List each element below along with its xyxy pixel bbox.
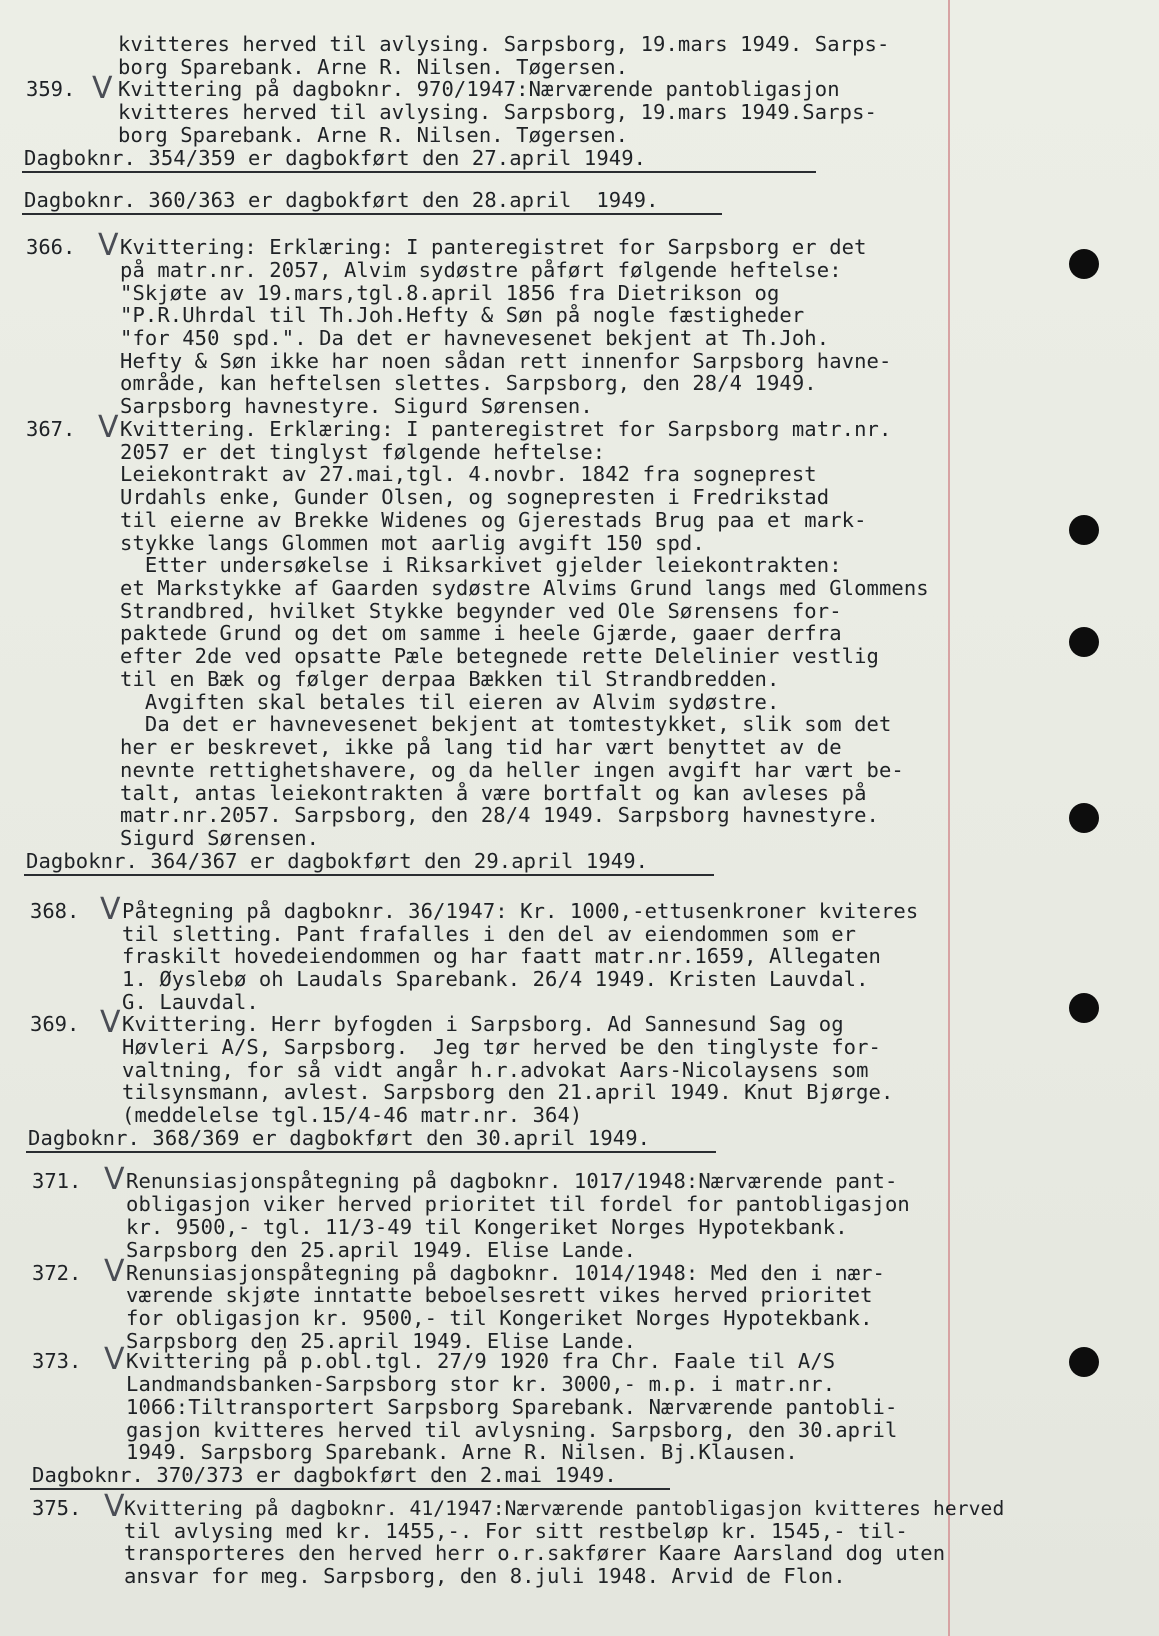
text-line: "Skjøte av 19.mars,tgl.8.april 1856 fra Dietrikson og	[120, 281, 780, 305]
text-line: fraskilt hovedeiendommen og har faatt matr.nr.1659, Allegaten	[122, 944, 881, 968]
text-line: kr. 9500,- tgl. 11/3-49 til Kongeriket Norges Hypotekbank.	[126, 1215, 848, 1239]
text-line: nevnte rettighetshavere, og da heller ingen avgift har vært be-	[120, 758, 904, 782]
entry-number: 369.	[30, 1012, 80, 1036]
text-line: "for 450 spd.". Da det er havnevesenet bekjent at Th.Joh.	[120, 326, 830, 350]
text-line: område, kan heftelsen slettes. Sarpsborg, den 28/4 1949.	[120, 371, 817, 395]
entry-number: 372.	[32, 1261, 82, 1285]
text-line: til sletting. Pant frafalles i den del av eiendommen som er	[122, 922, 857, 946]
text-line: talt, antas leiekontrakten å være bortfalt og kan avleses på	[120, 781, 867, 805]
divider	[22, 171, 816, 173]
check-mark: V	[98, 228, 119, 263]
text-line: Avgiften skal betales til eieren av Alvim sydøstre.	[120, 690, 780, 714]
text-line: ansvar for meg. Sarpsborg, den 8.juli 1948. Arvid de Flon.	[124, 1564, 846, 1588]
check-mark: V	[100, 1005, 121, 1040]
check-mark: V	[100, 892, 121, 927]
text-line: borg Sparebank. Arne R. Nilsen. Tøgersen.	[118, 123, 629, 147]
text-line: stykke langs Glommen mot aarlig avgift 150 spd.	[120, 531, 705, 555]
text-line: Kvittering på dagboknr. 41/1947:Nærværende pantobligasjon kvitteres herved	[124, 1497, 1005, 1520]
text-line: kvitteres herved til avlysing. Sarpsborg, 19.mars 1949.Sarps-	[118, 100, 877, 124]
text-line: et Markstykke af Gaarden sydøstre Alvims Grund langs med Glommens	[120, 576, 929, 600]
text-line: paktede Grund og det om samme i heele Gjærde, gaaer derfra	[120, 621, 842, 645]
text-line: her er beskrevet, ikke på lang tid har vært benyttet av de	[120, 735, 842, 759]
text-line: Kvittering. Erklæring: I panteregistret for Sarpsborg matr.nr.	[120, 417, 892, 441]
text-line: Etter undersøkelse i Riksarkivet gjelder leiekontrakten:	[120, 553, 842, 577]
entry-number: 366.	[26, 235, 76, 259]
text-line: til avlysing med kr. 1455,-. For sitt restbeløp kr. 1545,- til-	[124, 1519, 908, 1543]
check-mark: V	[104, 1342, 125, 1377]
text-line: 1. Øyslebø oh Laudals Sparebank. 26/4 1949. Kristen Lauvdal.	[122, 967, 869, 991]
text-line: for obligasjon kr. 9500,- til Kongeriket Norges Hypotekbank.	[126, 1306, 873, 1330]
text-line: kvitteres herved til avlysing. Sarpsborg, 19.mars 1949. Sarps-	[118, 32, 890, 56]
check-mark: V	[104, 1162, 125, 1197]
text-line: Renunsiasjonspåtegning på dagboknr. 1014/1948: Med den i nær-	[126, 1261, 885, 1285]
text-line: G. Lauvdal.	[122, 990, 259, 1014]
entry-number: 359.	[26, 77, 76, 101]
text-line: Urdahls enke, Gunder Olsen, og sognepresten i Fredrikstad	[120, 485, 830, 509]
punch-hole	[1069, 627, 1099, 657]
punch-hole	[1069, 993, 1099, 1023]
entry-number: 367.	[26, 417, 76, 441]
divider	[22, 213, 722, 215]
margin-rule	[948, 0, 950, 1636]
entry-number: 375.	[32, 1496, 82, 1520]
divider	[24, 874, 714, 876]
text-line: obligasjon viker herved prioritet til fordel for pantobligasjon	[126, 1192, 910, 1216]
text-line: Sarpsborg den 25.april 1949. Elise Lande.	[126, 1238, 637, 1262]
check-mark: V	[104, 1254, 125, 1289]
text-line: 1949. Sarpsborg Sparebank. Arne R. Nilsen. Bj.Klausen.	[126, 1440, 798, 1464]
register-line: Dagboknr. 360/363 er dagbokført den 28.april 1949.	[24, 188, 659, 212]
text-line: "P.R.Uhrdal til Th.Joh.Hefty & Søn på nogle fæstigheder	[120, 303, 805, 327]
text-line: Høvleri A/S, Sarpsborg. Jeg tør herved be den tinglyste for-	[122, 1035, 881, 1059]
text-line: Sarpsborg havnestyre. Sigurd Sørensen.	[120, 394, 593, 418]
divider	[30, 1488, 670, 1490]
entry-number: 371.	[32, 1169, 82, 1193]
text-line: Sarpsborg den 25.april 1949. Elise Lande.	[126, 1329, 637, 1353]
text-line: Kvittering. Herr byfogden i Sarpsborg. Ad Sannesund Sag og	[122, 1012, 844, 1036]
text-line: Landmandsbanken-Sarpsborg stor kr. 3000,- m.p. i matr.nr.	[126, 1372, 836, 1396]
check-mark: V	[104, 1489, 125, 1524]
register-line: Dagboknr. 370/373 er dagbokført den 2.mai 1949.	[32, 1463, 617, 1487]
divider	[26, 1151, 716, 1153]
text-line: Da det er havnevesenet bekjent at tomtestykket, slik som det	[120, 712, 892, 736]
register-line: Dagboknr. 364/367 er dagbokført den 29.april 1949.	[26, 849, 649, 873]
register-line: Dagboknr. 368/369 er dagbokført den 30.april 1949.	[28, 1126, 651, 1150]
punch-hole	[1069, 515, 1099, 545]
text-line: Strandbred, hvilket Stykke begynder ved Ole Sørensens for-	[120, 599, 842, 623]
text-line: 2057 er det tinglyst følgende heftelse:	[120, 440, 606, 464]
entry-number: 373.	[32, 1349, 82, 1373]
text-line: til eierne av Brekke Widenes og Gjerestads Brug paa et mark-	[120, 508, 867, 532]
text-line: Kvittering: Erklæring: I panteregistret for Sarpsborg er det	[120, 235, 867, 259]
text-line: matr.nr.2057. Sarpsborg, den 28/4 1949. Sarpsborg havnestyre.	[120, 803, 879, 827]
text-line: 1066:Tiltransportert Sarpsborg Sparebank. Nærværende pantobli-	[126, 1395, 898, 1419]
text-line: Kvittering på p.obl.tgl. 27/9 1920 fra Chr. Faale til A/S	[126, 1349, 836, 1373]
text-line: valtning, for så vidt angår h.r.advokat Aars-Nicolaysens som	[122, 1058, 869, 1082]
text-line: til en Bæk og følger derpaa Bækken til Strandbredden.	[120, 667, 780, 691]
text-line: efter 2de ved opsatte Pæle betegnede rette Delelinier vestlig	[120, 644, 879, 668]
text-line: borg Sparebank. Arne R. Nilsen. Tøgersen.	[118, 55, 629, 79]
text-line: (meddelelse tgl.15/4-46 matr.nr. 364)	[122, 1103, 583, 1127]
register-line: Dagboknr. 354/359 er dagbokført den 27.april 1949.	[24, 146, 647, 170]
entry-number: 368.	[30, 899, 80, 923]
text-line: Leiekontrakt av 27.mai,tgl. 4.novbr. 1842 fra sogneprest	[120, 462, 817, 486]
text-line: Påtegning på dagboknr. 36/1947: Kr. 1000,-ettusenkroner kviteres	[122, 899, 919, 923]
punch-hole	[1069, 1347, 1099, 1377]
punch-hole	[1069, 803, 1099, 833]
text-line: på matr.nr. 2057, Alvim sydøstre påført følgende heftelse:	[120, 258, 842, 282]
text-line: Kvittering på dagboknr. 970/1947:Nærværende pantobligasjon	[118, 77, 840, 101]
text-line: gasjon kvitteres herved til avlysning. Sarpsborg, den 30.april	[126, 1418, 898, 1442]
text-line: transporteres den herved herr o.r.sakfører Kaare Aarsland dog uten	[124, 1541, 946, 1565]
text-line: tilsynsmann, avlest. Sarpsborg den 21.april 1949. Knut Bjørge.	[122, 1080, 894, 1104]
text-line: Hefty & Søn ikke har noen sådan rett innenfor Sarpsborg havne-	[120, 349, 892, 373]
punch-hole	[1069, 249, 1099, 279]
text-line: Renunsiasjonspåtegning på dagboknr. 1017/1948:Nærværende pant-	[126, 1169, 898, 1193]
text-line: værende skjøte inntatte beboelsesrett vikes herved prioritet	[126, 1283, 873, 1307]
text-line: Sigurd Sørensen.	[120, 826, 320, 850]
check-mark: V	[92, 71, 113, 106]
check-mark: V	[98, 410, 119, 445]
